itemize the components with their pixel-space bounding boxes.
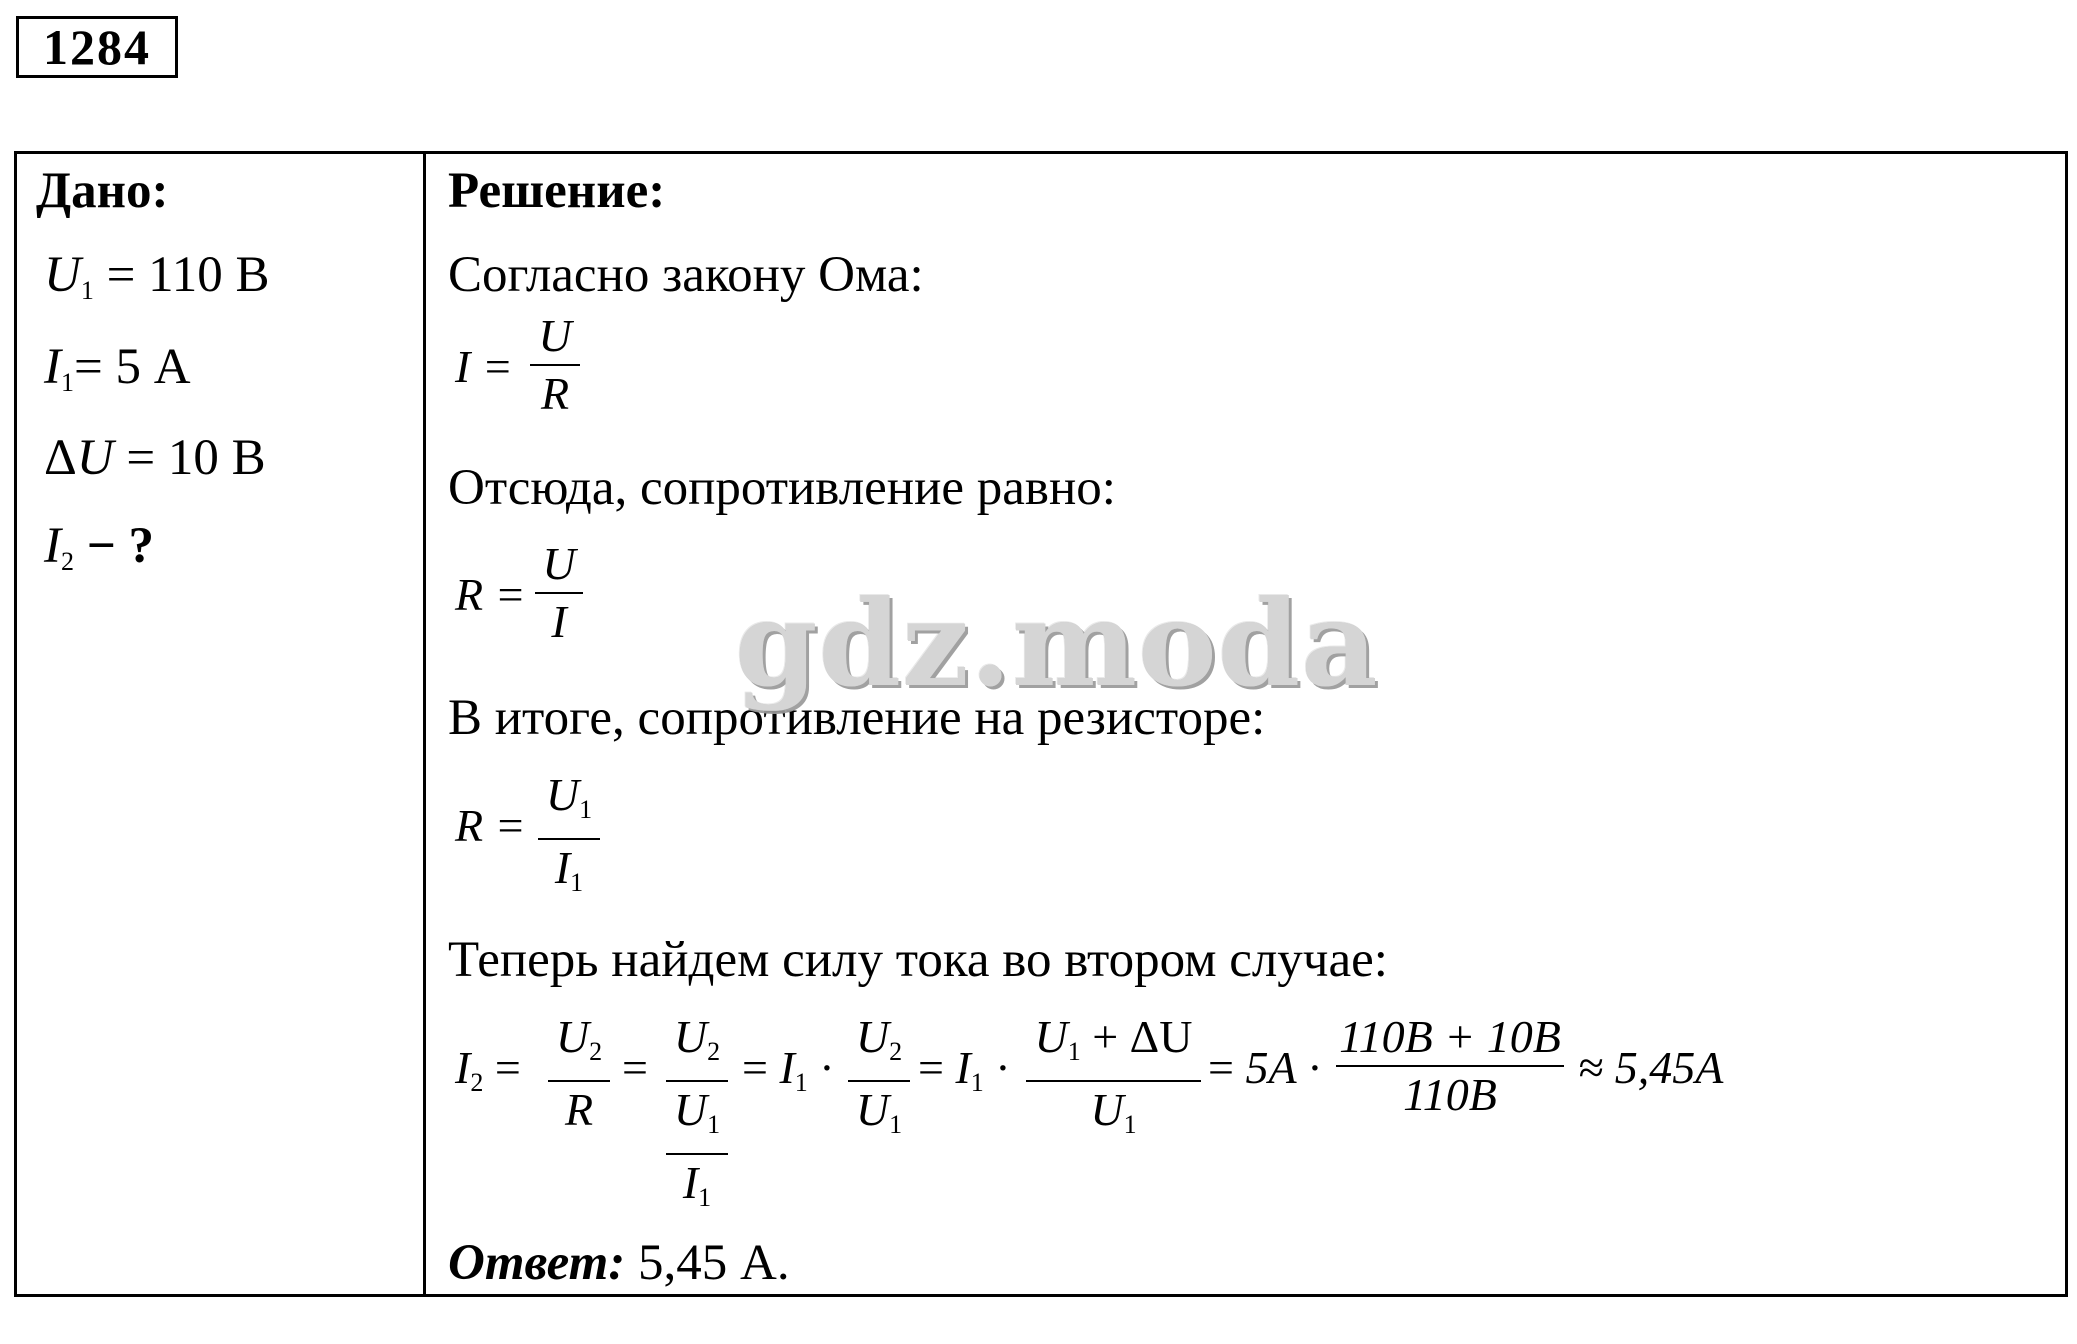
solution-line-3: В итоге, сопротивление на резисторе: — [448, 690, 1266, 746]
given-u1: $U_1 = 110$ В — [44, 247, 270, 305]
solution-line-2: Отсюда, сопротивление равно: — [448, 460, 1116, 516]
formula-term-d-pre: = $I_1$ · — [918, 1042, 1011, 1097]
formula-term-e-pre: = 5A · — [1208, 1042, 1323, 1093]
formula-ohm-lhs: I = — [455, 341, 513, 392]
formula-ohm-fraction: U R — [530, 310, 580, 420]
formula-resistance-lhs: R = — [455, 569, 526, 620]
formula-i2-frac-b: $U_2$ $U_1$ $I_1$ — [666, 1011, 728, 1224]
answer: Ответ: 5,45 А. — [448, 1235, 790, 1291]
formula-eq-1: = — [622, 1042, 648, 1093]
formula-i2-frac-c: $U_2$ $U_1$ — [848, 1011, 910, 1151]
solution-line-4: Теперь найдем силу тока во втором случае: — [448, 932, 1388, 988]
formula-i2-frac-e: 110B + 10B 110B — [1336, 1011, 1564, 1121]
column-divider — [423, 154, 426, 1294]
formula-resistance-fraction: U I — [535, 538, 583, 648]
problem-number: 1284 — [16, 16, 178, 78]
formula-i2-frac-a: $U_2$ R — [548, 1011, 610, 1136]
given-i2: $I_2$ − ? — [44, 518, 155, 576]
formula-r1-lhs: R = — [455, 800, 526, 851]
given-delta-u: ΔU = 10 В — [44, 430, 266, 486]
solution-header: Решение: — [448, 163, 666, 219]
formula-result: ≈ 5,45A — [1578, 1042, 1724, 1093]
given-header: Дано: — [36, 163, 169, 219]
given-i1: $I_1= 5$ А — [44, 339, 191, 397]
formula-term-c-pre: = $I_1$ · — [742, 1042, 835, 1097]
formula-r1-fraction: $U_1$ $I_1$ — [538, 769, 600, 909]
solution-line-1: Согласно закону Ома: — [448, 247, 924, 303]
formula-i2-lhs: $I_2$ = — [455, 1042, 521, 1097]
formula-i2-frac-d: $U_1 + \Delta U$ $U_1$ — [1026, 1011, 1201, 1151]
watermark: gdz.moda — [735, 574, 1379, 713]
